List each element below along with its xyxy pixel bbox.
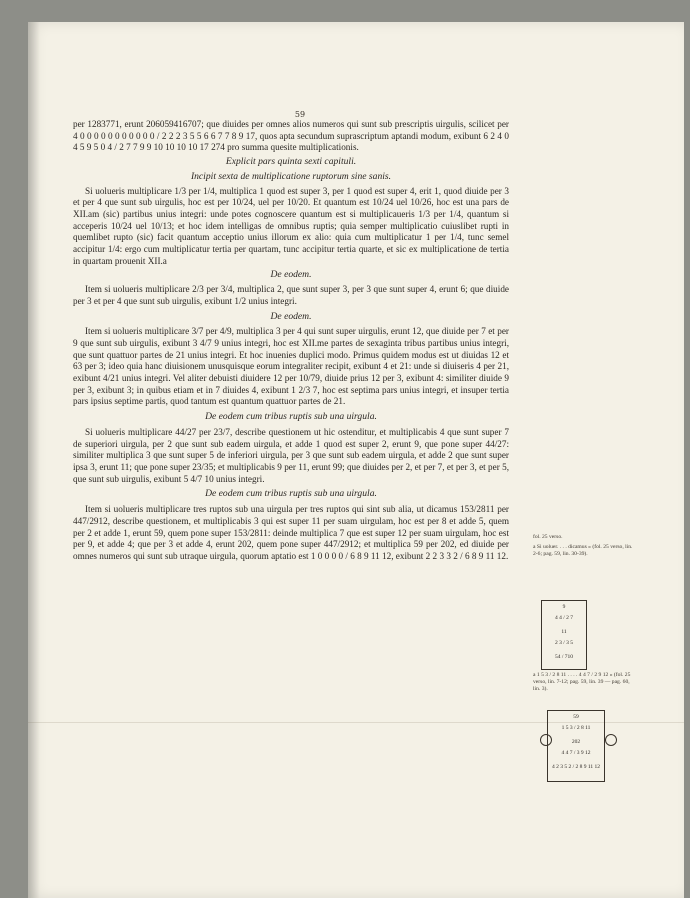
heading-4: De eodem. <box>270 269 312 281</box>
computation-diagram-2 <box>547 710 605 782</box>
margin-note-1: a Si uoluer. . . . dicamus » (fol. 25 verso, lin. 2-6; pag. 59, lin. 30-39). <box>533 544 633 557</box>
diagram2-line-4: 4 2 3 5 2 / 2 8 9 11 12 <box>551 764 601 770</box>
diagram1-line-1: 4 4 / 2 7 <box>554 615 574 621</box>
paragraph-11: Item si uolueris multiplicare tres ruptos sub una uirgula per tres ruptos qui sint sub alia, ut dicamus 153/2811 per 447/2912, describe questionem, et multiplicabis 3 qui est super 11 per suam uirgulam, hoc est per 8 et adde 5, quem per 2 et adde 1, erunt 59, quem pone super 153/2811: deinde multiplica 7 que est super 12 per suam uirgulam, hoc est per 9, et adde 4; que per 3 et adde 4, erunt 202, quem pone super 447/2912; et multiplica 59 per 202, ed diuide per omnes numeros qui sunt sub utraque uirgula, quorum aptatio est 1 0 0 0 0 / 6 8 9 11 12, exibunt 2 2 3 3 2 / 6 8 9 11 12. <box>73 504 509 561</box>
diagram-right-circle <box>605 734 617 746</box>
margin-note-2: a 1 5 3 / 2 8 11 . . . . 4 4 7 / 2 9 12 » (fol. 25 verso, lin. 7-12; pag. 59, lin. 39 — pag. 60, lin. 3). <box>533 672 631 692</box>
paragraph-9: Si uolueris multiplicare 44/27 per 23/7, describe questionem ut hic ostenditur, et multiplicabis 4 que sunt super 7 de superiori uirgula, per 2 que sunt sub eadem uirgula, et adde 1 quod est super 2, erunt 9, que pone super 44/27: similiter multiplica 3 que sunt super 5 de inferiori uirgula, per 3 que sunt sub eadem uirgula, et adde 2 que sunt super ipsa 3, erunt 11; que pone super 23/35; et multiplicabis 9 per 11, erunt 99; que diuides per 2, et per 7, et per 3, et per 5, que sunt sub uirgulis, exibunt 5 4/7 10 unius integri. <box>73 426 509 484</box>
margin-note-ref: fol. 25 verso. <box>533 534 563 540</box>
paragraph-0: per 1283771, erunt 206059416707; que diuides per omnes alios numeros qui sunt sub prescriptis uirgulis, scilicet per 4 0 0 0 0 0 0 0 0 0 0 0 / 2 2 2 3 5 5 6 6 7 7 8 9 17, quos apta secundum suprascriptum aptandi modum, exibunt 6 2 4 0 4 5 9 5 0 4 / 2 7 7 9 9 10 10 10 10 17 274 pro summa quesite multiplicationis. <box>73 119 509 153</box>
diagram-left-circle <box>540 734 552 746</box>
heading-2: Incipit sexta de multiplicatione ruptorum sine sanis. <box>190 170 392 182</box>
margin-notes <box>533 534 633 561</box>
computation-diagram-1 <box>541 600 587 670</box>
diagram2-line-2: 202 <box>571 739 581 745</box>
manuscript-page <box>28 22 684 898</box>
paragraph-5: Item si uolueris multiplicare 2/3 per 3/4, multiplica 2, que sunt super 3, per 3 que sunt super 4, erunt 6; que diuide per 3 et per 4 que sunt sub uirgulis, exibunt 1/2 unius integri. <box>73 284 509 306</box>
binding-gutter <box>28 22 40 898</box>
diagram1-line-3: 2 3 / 3 5 <box>554 640 574 646</box>
diagram1-line-2: 11 <box>561 629 567 635</box>
diagram2-line-0: 59 <box>573 714 579 720</box>
heading-8: De eodem cum tribus ruptis sub una uirgula. <box>205 411 377 423</box>
diagram1-line-0: 9 <box>562 604 566 610</box>
heading-10: De eodem cum tribus ruptis sub una uirgula. <box>205 488 377 500</box>
diagram2-line-1: 1 5 3 / 2 8 11 <box>561 725 591 731</box>
page-number: 59 <box>294 110 306 119</box>
diagram2-line-3: 4 4 7 / 3 9 12 <box>561 750 591 756</box>
paragraph-3: Si uolueris multiplicare 1/3 per 1/4, multiplica 1 quod est super 3, per 1 quod est super 4, erit 1, quod diuide per 3 et per 4 que sunt sub uirgulis, hoc est per 10/24, uel per 10/20. Et quantum est 10/24 uel 10/26, hoc est una pars de XII.am (sic) partibus unius integri: unde potes cognoscere quantum est si multiplicaueris 1/3 per 1/4, quantum si acceperis 10/24 uel 10/13; et hoc idem intelligas de omnibus ruptis; quia semper multiplicatio cuiuslibet rupti in quemlibet rupto (sic) facit quantum acceptio unius illorum ex alio: quia cum multiplicatur 1 per 1/4, tunc semel accipitur 1/4: ergo cum multiplicatur tertia per quartam, tunc accipitur tertia quarte, et sic ex multiplicatione de tertia in quartam prouenit XII.a <box>73 185 509 266</box>
heading-1: Explicit pars quinta sexti capituli. <box>225 156 357 168</box>
heading-6: De eodem. <box>270 310 312 322</box>
paragraph-7: Item si uolueris multiplicare 3/7 per 4/9, multiplica 3 per 4 qui sunt super uirgulis, erunt 12, que diuide per 7 et per 9 que sunt sub uirgulis, exibunt 3 4/7 9 unius integri, hoc est XII.me partes de sexaginta tribus partibus unius integri, que sunt quattuor partes de 21 unius integri. Et hoc inuenies duplici modo. Primus quidem modus est ut diuidas 12 et 63 per 3; ideo quia hanc diuisionem unusquisque eorum integraliter recipit, exibunt 4 et 21: unde si diuiseris 4 per 21, exibunt 4/21 unius integri. Vel aliter debuisti diuidere 12 per 10/79, diuide prius 12 per 3, exibunt 4: similiter diuide 9 per 3, exibunt 3; in quibus etiam et in 7 diuides 4, exibunt 1 2/3 7, hoc est septima pars unius integri, et insuper tertia pars ipsius septime partis, quod tantum est quantum quattuor partes de 21. <box>73 326 509 407</box>
main-text <box>73 119 509 565</box>
diagram1-line-4: 54 / 710 <box>554 654 574 660</box>
